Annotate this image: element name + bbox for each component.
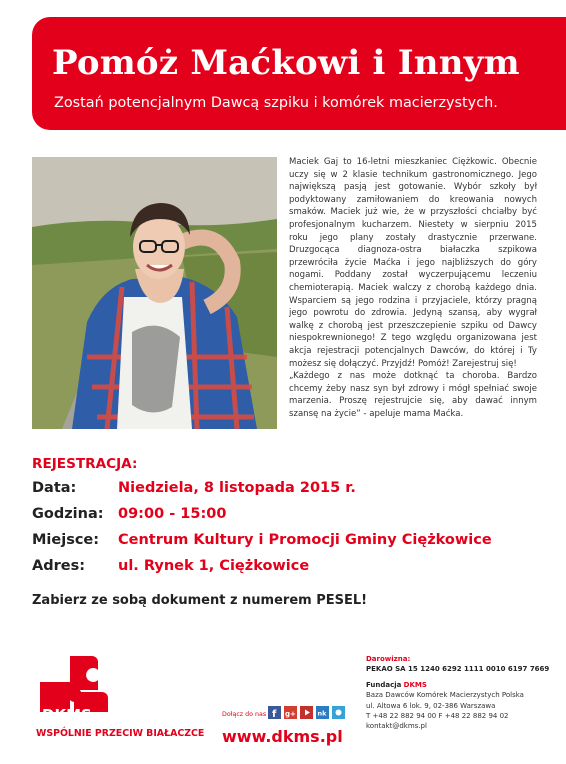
website-link[interactable]: www.dkms.pl bbox=[222, 727, 343, 746]
pesel-note: Zabierz ze sobą dokument z numerem PESEL! bbox=[32, 593, 368, 608]
header-banner bbox=[32, 17, 566, 130]
google-plus-icon[interactable] bbox=[284, 706, 297, 719]
donation-heading: Darowizna: bbox=[366, 655, 411, 663]
registration-label: Godzina: bbox=[32, 506, 104, 522]
story-paragraph: Maciek Gaj to 16-letni mieszkaniec Ciężkowic. Obecnie uczy się w 2 klasie technikum gastronomicznego. Jego największą pasją jest gotowanie. Wybór szkoły był podyktowany zamiłowaniem do kreowania nowych smaków. Maciek już wie, że w przyszłości chciałby być profesjonalnym kucharzem. Niestety w sierpniu 2015 roku jego plany zostały drastycznie przerwane. Druzgocąca diagnoza-ostra białaczka szpikowa przewróciła życie Maćka i jego najbliższych do góry nogami. Poddany został wyczerpującemu leczeniu chemioterapią. Maciek walczy z chorobą każdego dnia. Wsparciem są jego rodzina i przyjaciele, którzy pragną jego powrotu do zdrowia. Jedyną szansą, aby wygrał walkę z chorobą jest przeszczepienie szpiku od Dawcy niespokrewnionego! Z tego względu organizowana jest akcja rejestracji potencjalnych Dawców, do której i Ty możesz się dołączyć. Przyjdź! Pomóż! Zarejestruj się! bbox=[289, 157, 537, 369]
join-label: Dołącz do nas bbox=[222, 711, 267, 718]
page-subtitle: Zostań potencjalnym Dawcą szpiku i komórek macierzystych. bbox=[54, 95, 498, 111]
registration-value: Centrum Kultury i Promocji Gminy Ciężkowice bbox=[118, 532, 492, 548]
donation-account: PEKAO SA 15 1240 6292 1111 0010 6197 7669 bbox=[366, 665, 550, 674]
registration-value: 09:00 - 15:00 bbox=[118, 506, 227, 522]
facebook-icon[interactable] bbox=[268, 706, 281, 719]
registration-label: Adres: bbox=[32, 558, 86, 574]
twitter-icon[interactable] bbox=[332, 706, 345, 719]
page-title: Pomóż Maćkowi i Innym bbox=[52, 43, 520, 83]
registration-label: Data: bbox=[32, 480, 77, 496]
registration-value: Niedziela, 8 listopada 2015 r. bbox=[118, 480, 356, 496]
foundation-phones: T +48 22 882 94 00 F +48 22 882 94 02 bbox=[366, 712, 509, 721]
registration-value: ul. Rynek 1, Ciężkowice bbox=[118, 558, 310, 574]
portrait-photo bbox=[32, 157, 277, 429]
foundation-info bbox=[366, 654, 564, 732]
registration-heading: REJESTRACJA: bbox=[32, 456, 138, 472]
foundation-address: ul. Altowa 6 lok. 9, 02-386 Warszawa bbox=[366, 701, 496, 710]
foundation-name: DKMS bbox=[403, 680, 427, 689]
mother-quote: „Każdego z nas może dotknąć ta choroba. Bardzo chcemy żeby nasz syn był zdrowy i mógł spełniać swoje marzenia. Proszę rejestrujcie się, aby dawać innym szansę na życie” - apeluje mama Maćka. bbox=[289, 371, 537, 419]
logo-lettering: DKMS bbox=[42, 706, 92, 724]
svg-text:g+: g+ bbox=[285, 710, 296, 718]
foundation-full-name: Baza Dawców Komórek Macierzystych Polska bbox=[366, 691, 524, 700]
story-text bbox=[289, 156, 537, 420]
svg-text:f: f bbox=[272, 709, 277, 719]
boy-portrait-illustration bbox=[32, 157, 277, 429]
foundation-prefix: Fundacja bbox=[366, 680, 402, 689]
svg-text:nk: nk bbox=[317, 709, 327, 718]
dkms-logo-icon bbox=[36, 652, 116, 724]
nk-icon[interactable] bbox=[316, 706, 329, 719]
youtube-icon[interactable] bbox=[300, 706, 313, 719]
tagline: WSPÓLNIE PRZECIW BIAŁACZCE bbox=[36, 728, 205, 739]
registration-label: Miejsce: bbox=[32, 532, 100, 548]
foundation-email[interactable]: kontakt@dkms.pl bbox=[366, 722, 427, 731]
